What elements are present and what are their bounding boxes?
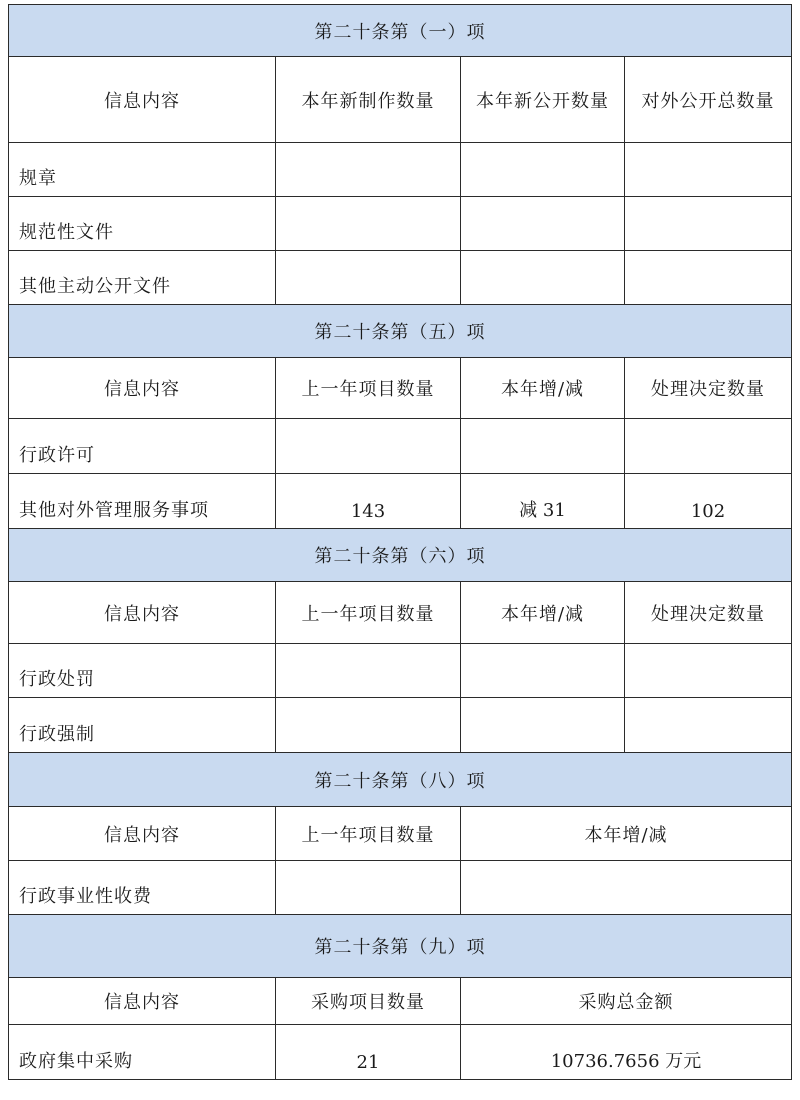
cell-value (625, 698, 792, 753)
cell-value (276, 143, 461, 197)
row-label: 规章 (9, 143, 276, 197)
row-label: 其他对外管理服务事项 (9, 474, 276, 529)
cell-value: 102 (625, 474, 792, 529)
cell-value (461, 197, 625, 251)
cell-value (276, 419, 461, 474)
cell-value (461, 419, 625, 474)
cell-value: 21 (276, 1025, 461, 1080)
cell-value (276, 251, 461, 305)
column-header-new-made: 本年新制作数量 (276, 57, 461, 143)
cell-value: 减 31 (461, 474, 625, 529)
section-title: 第二十条第（九）项 (9, 915, 792, 978)
cell-value: 143 (276, 474, 461, 529)
row-label: 行政处罚 (9, 644, 276, 698)
column-header-change: 本年增/减 (461, 358, 625, 419)
column-header-prev-year-count: 上一年项目数量 (276, 582, 461, 644)
cell-value (625, 644, 792, 698)
column-header-change: 本年增/减 (461, 582, 625, 644)
row-label: 行政强制 (9, 698, 276, 753)
section-title: 第二十条第（六）项 (9, 529, 792, 582)
row-label: 政府集中采购 (9, 1025, 276, 1080)
cell-value (276, 644, 461, 698)
row-label: 其他主动公开文件 (9, 251, 276, 305)
column-header-change: 本年增/减 (461, 807, 792, 861)
cell-value (461, 644, 625, 698)
cell-value (461, 698, 625, 753)
cell-value (625, 419, 792, 474)
cell-value (625, 197, 792, 251)
row-label: 行政事业性收费 (9, 861, 276, 915)
row-label: 规范性文件 (9, 197, 276, 251)
disclosure-table (8, 4, 792, 1080)
column-header-info: 信息内容 (9, 57, 276, 143)
cell-value (461, 143, 625, 197)
section-title: 第二十条第（五）项 (9, 305, 792, 358)
row-label: 行政许可 (9, 419, 276, 474)
column-header-info: 信息内容 (9, 358, 276, 419)
cell-value: 10736.7656 万元 (461, 1025, 792, 1080)
column-header-procurement-count: 采购项目数量 (276, 978, 461, 1025)
column-header-prev-year-count: 上一年项目数量 (276, 358, 461, 419)
cell-value (276, 698, 461, 753)
cell-value (625, 143, 792, 197)
column-header-info: 信息内容 (9, 582, 276, 644)
cell-value (276, 197, 461, 251)
cell-value (461, 251, 625, 305)
section-title: 第二十条第（一）项 (9, 5, 792, 57)
column-header-info: 信息内容 (9, 807, 276, 861)
column-header-info: 信息内容 (9, 978, 276, 1025)
column-header-new-published: 本年新公开数量 (461, 57, 625, 143)
section-title: 第二十条第（八）项 (9, 753, 792, 807)
column-header-prev-year-count: 上一年项目数量 (276, 807, 461, 861)
cell-value (625, 251, 792, 305)
column-header-procurement-amount: 采购总金额 (461, 978, 792, 1025)
column-header-total-published: 对外公开总数量 (625, 57, 792, 143)
cell-value (276, 861, 461, 915)
column-header-decision-count: 处理决定数量 (625, 358, 792, 419)
column-header-decision-count: 处理决定数量 (625, 582, 792, 644)
cell-value (461, 861, 792, 915)
